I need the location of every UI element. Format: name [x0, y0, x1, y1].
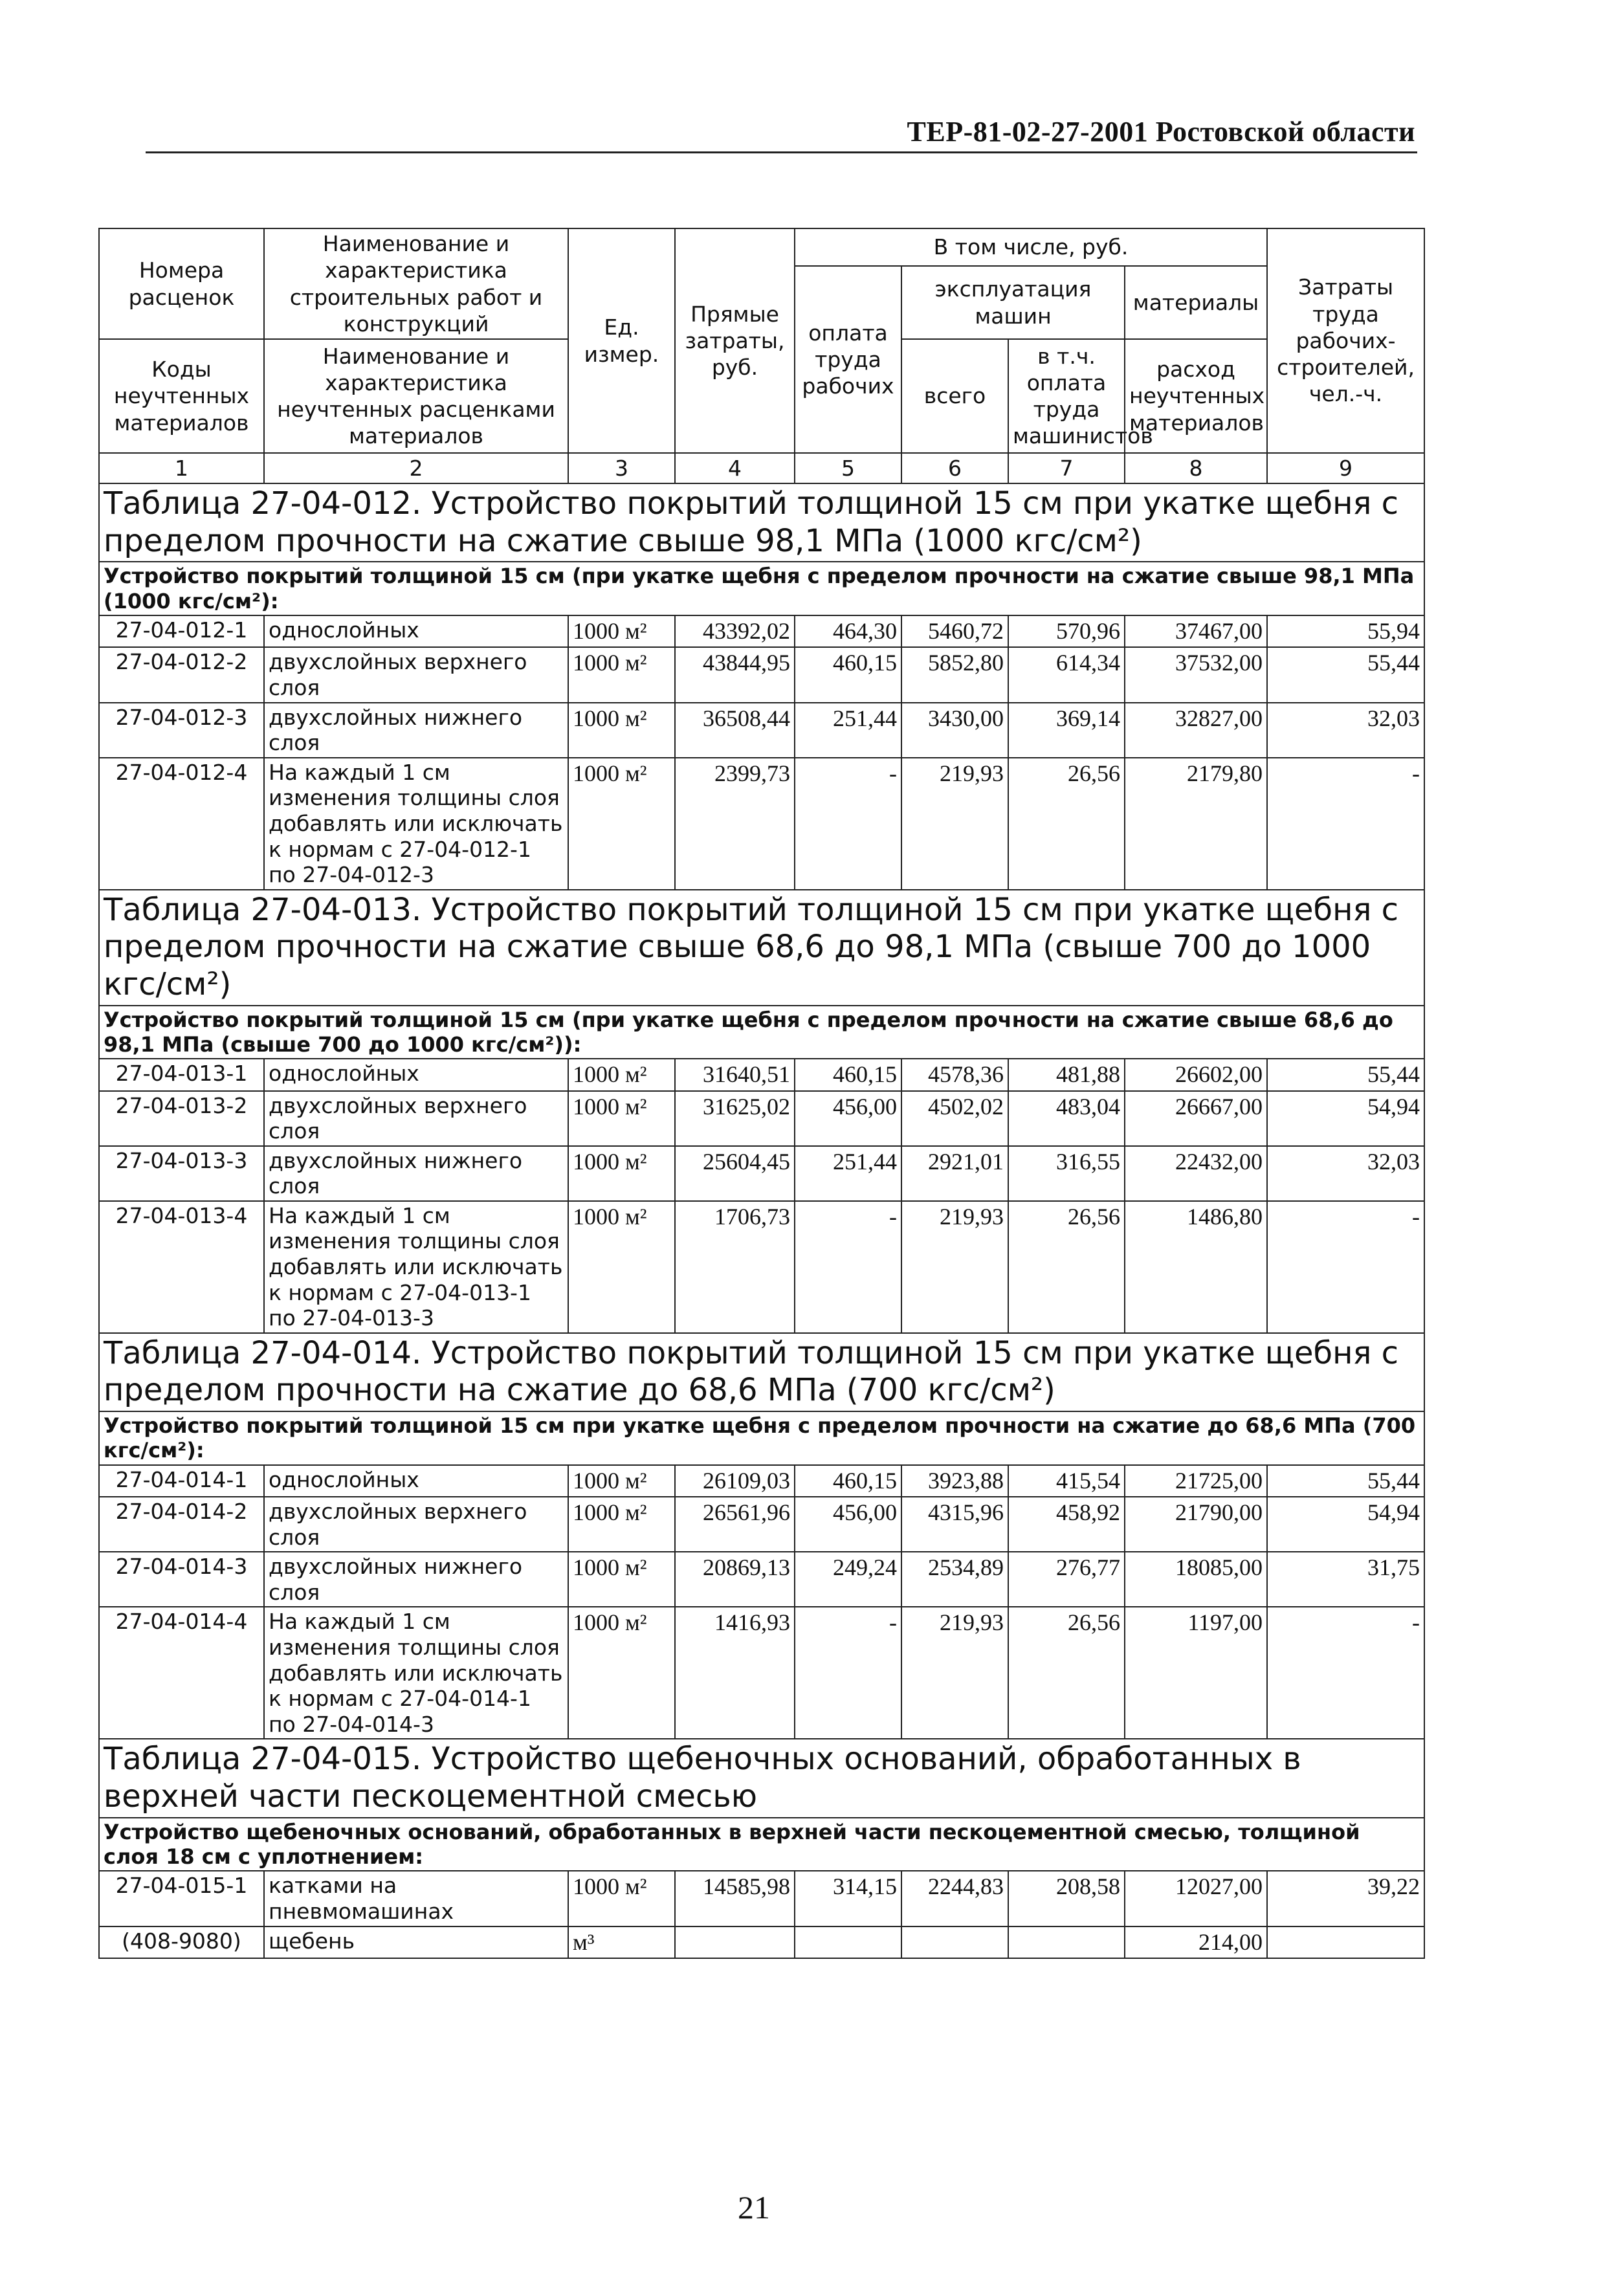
- column-number: 2: [264, 453, 568, 483]
- rate-code-cell: 27-04-013-3: [99, 1146, 264, 1201]
- materials-cost-cell: 12027,00: [1125, 1871, 1267, 1926]
- group-heading-row: [99, 1411, 1424, 1465]
- table-row: [99, 1146, 1424, 1201]
- col-header-labor-pay: оплата труда рабочих: [795, 266, 901, 453]
- materials-cost-cell: 37467,00: [1125, 615, 1267, 647]
- labor-hours-cell: -: [1267, 758, 1424, 890]
- col-header-labor: Затраты труда рабочих-строителей, чел.-ч.: [1267, 228, 1424, 453]
- labor-hours-cell: 55,44: [1267, 1465, 1424, 1497]
- direct-cost-cell: 36508,44: [675, 703, 795, 758]
- group-heading: Устройство покрытий толщиной 15 см (при укатке щебня с пределом прочности на сжатие свыше 68,6 до 98,1 МПа (свыше 700 до 1000 кгс/см²)):: [99, 1006, 1424, 1059]
- group-heading: Устройство щебеночных оснований, обработанных в верхней части пескоцементной смесью, толщиной слоя 18 см с уплотнением:: [99, 1818, 1424, 1871]
- machines-labor-cell: 369,14: [1008, 703, 1125, 758]
- work-name-cell: двухслойных нижнего слоя: [264, 1146, 568, 1201]
- materials-cost-cell: 26667,00: [1125, 1091, 1267, 1146]
- rate-code-cell: 27-04-014-2: [99, 1497, 264, 1552]
- materials-cost-cell: 2179,80: [1125, 758, 1267, 890]
- materials-cost-cell: 1486,80: [1125, 1201, 1267, 1333]
- labor-pay-cell: -: [795, 758, 901, 890]
- machines-labor-cell: 415,54: [1008, 1465, 1125, 1497]
- col-header-materials-name: Наименование и характеристика неучтенных расценками материалов: [264, 339, 568, 453]
- labor-pay-cell: 460,15: [795, 647, 901, 702]
- labor-pay-cell: 460,15: [795, 1059, 901, 1090]
- materials-cost-cell: 214,00: [1125, 1926, 1267, 1958]
- column-number: 6: [901, 453, 1008, 483]
- table-caption-text: Устройство покрытий толщиной 15 см при укатке щебня с пределом прочности на сжатие до 68,6 МПа (700 кгс/см²): [104, 1334, 1399, 1409]
- direct-cost-cell: 43844,95: [675, 647, 795, 702]
- column-number: 8: [1125, 453, 1267, 483]
- column-number: 9: [1267, 453, 1424, 483]
- machines-total-cell: 2921,01: [901, 1146, 1008, 1201]
- table-row: [99, 1201, 1424, 1333]
- rate-code-cell: 27-04-012-1: [99, 615, 264, 647]
- unit-cell: 1000 м²: [568, 1552, 675, 1607]
- document-header-title: ТЕР-81-02-27-2001 Ростовской области: [907, 116, 1415, 148]
- work-name-cell: двухслойных верхнего слоя: [264, 1497, 568, 1552]
- machines-labor-cell: 614,34: [1008, 647, 1125, 702]
- rate-code-cell: 27-04-013-4: [99, 1201, 264, 1333]
- machines-labor-cell: 316,55: [1008, 1146, 1125, 1201]
- table-row: [99, 1552, 1424, 1607]
- machines-total-cell: 2244,83: [901, 1871, 1008, 1926]
- labor-pay-cell: 456,00: [795, 1497, 901, 1552]
- machines-total-cell: 5852,80: [901, 647, 1008, 702]
- unit-cell: 1000 м²: [568, 1091, 675, 1146]
- rate-code-cell: 27-04-014-4: [99, 1607, 264, 1739]
- unit-cell: 1000 м²: [568, 1059, 675, 1090]
- rate-code-cell: (408-9080): [99, 1926, 264, 1958]
- labor-pay-cell: -: [795, 1607, 901, 1739]
- table-caption-prefix: Таблица 27-04-015.: [104, 1741, 422, 1778]
- materials-cost-cell: 37532,00: [1125, 647, 1267, 702]
- machines-labor-cell: 208,58: [1008, 1871, 1125, 1926]
- unit-cell: 1000 м²: [568, 758, 675, 890]
- labor-hours-cell: -: [1267, 1607, 1424, 1739]
- table-row: [99, 1497, 1424, 1552]
- table-row: [99, 1607, 1424, 1739]
- table-row: [99, 703, 1424, 758]
- column-number: 7: [1008, 453, 1125, 483]
- work-name-cell: щебень: [264, 1926, 568, 1958]
- labor-pay-cell: -: [795, 1201, 901, 1333]
- materials-cost-cell: 21725,00: [1125, 1465, 1267, 1497]
- column-number: 3: [568, 453, 675, 483]
- column-number: 4: [675, 453, 795, 483]
- materials-cost-cell: 22432,00: [1125, 1146, 1267, 1201]
- labor-hours-cell: 55,44: [1267, 647, 1424, 702]
- machines-total-cell: 219,93: [901, 758, 1008, 890]
- machines-total-cell: 219,93: [901, 1201, 1008, 1333]
- table-caption-row: [99, 1739, 1424, 1817]
- machines-total-cell: 4578,36: [901, 1059, 1008, 1090]
- machines-labor-cell: 570,96: [1008, 615, 1125, 647]
- labor-hours-cell: 55,44: [1267, 1059, 1424, 1090]
- unit-cell: 1000 м²: [568, 703, 675, 758]
- rate-code-cell: 27-04-014-3: [99, 1552, 264, 1607]
- materials-cost-cell: 21790,00: [1125, 1497, 1267, 1552]
- labor-pay-cell: [795, 1926, 901, 1958]
- work-name-cell: однослойных: [264, 1059, 568, 1090]
- labor-hours-cell: [1267, 1926, 1424, 1958]
- materials-cost-cell: 26602,00: [1125, 1059, 1267, 1090]
- table-caption-row: [99, 1333, 1424, 1411]
- table-caption: [99, 890, 1424, 1006]
- labor-pay-cell: 460,15: [795, 1465, 901, 1497]
- table-row: [99, 615, 1424, 647]
- table-caption-prefix: Таблица 27-04-012.: [104, 485, 422, 522]
- machines-total-cell: 4502,02: [901, 1091, 1008, 1146]
- col-header-including: В том числе, руб.: [795, 228, 1267, 266]
- work-name-cell: На каждый 1 см изменения толщины слоя добавлять или исключать к нормам с 27-04-013-1 по 27-04-013-3: [264, 1201, 568, 1333]
- col-header-materials: материалы: [1125, 266, 1267, 339]
- machines-labor-cell: 26,56: [1008, 758, 1125, 890]
- machines-labor-cell: [1008, 1926, 1125, 1958]
- direct-cost-cell: 25604,45: [675, 1146, 795, 1201]
- machines-labor-cell: 458,92: [1008, 1497, 1125, 1552]
- estimate-table: [98, 228, 1425, 1959]
- page-number: 21: [738, 2189, 770, 2225]
- col-header-codes: Коды неучтенных материалов: [99, 339, 264, 453]
- unit-cell: 1000 м²: [568, 1201, 675, 1333]
- group-heading-row: [99, 1006, 1424, 1059]
- group-heading-row: [99, 1818, 1424, 1871]
- rate-code-cell: 27-04-013-1: [99, 1059, 264, 1090]
- direct-cost-cell: 1416,93: [675, 1607, 795, 1739]
- work-name-cell: двухслойных нижнего слоя: [264, 1552, 568, 1607]
- rate-code-cell: 27-04-012-4: [99, 758, 264, 890]
- unit-cell: 1000 м²: [568, 615, 675, 647]
- work-name-cell: На каждый 1 см изменения толщины слоя добавлять или исключать к нормам с 27-04-012-1 по 27-04-012-3: [264, 758, 568, 890]
- labor-pay-cell: 314,15: [795, 1871, 901, 1926]
- col-header-materials-extra: расход неучтенных материалов: [1125, 339, 1267, 453]
- labor-hours-cell: 32,03: [1267, 703, 1424, 758]
- labor-pay-cell: 249,24: [795, 1552, 901, 1607]
- table-caption-row: [99, 483, 1424, 562]
- labor-hours-cell: 32,03: [1267, 1146, 1424, 1201]
- table-caption-text: Устройство покрытий толщиной 15 см при укатке щебня с пределом прочности на сжатие свыше 98,1 МПа (1000 кгс/см²): [104, 485, 1399, 559]
- rate-code-cell: 27-04-015-1: [99, 1871, 264, 1926]
- column-numbers-row: [99, 453, 1424, 483]
- direct-cost-cell: [675, 1926, 795, 1958]
- direct-cost-cell: 20869,13: [675, 1552, 795, 1607]
- direct-cost-cell: 1706,73: [675, 1201, 795, 1333]
- col-header-machines-incl: в т.ч. оплата труда машинистов: [1008, 339, 1125, 453]
- labor-hours-cell: 54,94: [1267, 1091, 1424, 1146]
- unit-cell: 1000 м²: [568, 1146, 675, 1201]
- table-row: [99, 647, 1424, 702]
- labor-pay-cell: 456,00: [795, 1091, 901, 1146]
- unit-cell: 1000 м²: [568, 1607, 675, 1739]
- materials-cost-cell: 1197,00: [1125, 1607, 1267, 1739]
- work-name-cell: двухслойных верхнего слоя: [264, 647, 568, 702]
- rate-code-cell: 27-04-012-3: [99, 703, 264, 758]
- table-body: [99, 483, 1424, 1958]
- group-heading: Устройство покрытий толщиной 15 см при укатке щебня с пределом прочности на сжатие до 68,6 МПа (700 кгс/см²):: [99, 1411, 1424, 1465]
- direct-cost-cell: 31625,02: [675, 1091, 795, 1146]
- table-caption-prefix: Таблица 27-04-013.: [104, 891, 422, 928]
- table-row: [99, 1926, 1424, 1958]
- labor-hours-cell: 39,22: [1267, 1871, 1424, 1926]
- machines-labor-cell: 483,04: [1008, 1091, 1125, 1146]
- labor-hours-cell: -: [1267, 1201, 1424, 1333]
- machines-total-cell: 3430,00: [901, 703, 1008, 758]
- table-row: [99, 1059, 1424, 1090]
- machines-labor-cell: 276,77: [1008, 1552, 1125, 1607]
- labor-hours-cell: 31,75: [1267, 1552, 1424, 1607]
- machines-total-cell: [901, 1926, 1008, 1958]
- unit-cell: 1000 м²: [568, 1497, 675, 1552]
- group-heading: Устройство покрытий толщиной 15 см (при укатке щебня с пределом прочности на сжатие свыше 98,1 МПа (1000 кгс/см²):: [99, 562, 1424, 615]
- table-row: [99, 758, 1424, 890]
- labor-hours-cell: 55,94: [1267, 615, 1424, 647]
- header-rule: [146, 151, 1417, 153]
- table-caption-prefix: Таблица 27-04-014.: [104, 1334, 422, 1371]
- labor-pay-cell: 251,44: [795, 703, 901, 758]
- direct-cost-cell: 26561,96: [675, 1497, 795, 1552]
- work-name-cell: двухслойных нижнего слоя: [264, 703, 568, 758]
- column-number: 5: [795, 453, 901, 483]
- labor-hours-cell: 54,94: [1267, 1497, 1424, 1552]
- labor-pay-cell: 251,44: [795, 1146, 901, 1201]
- table-caption-text: Устройство щебеночных оснований, обработанных в верхней части пескоцементной смесью: [104, 1741, 1301, 1815]
- direct-cost-cell: 43392,02: [675, 615, 795, 647]
- table-caption-row: [99, 890, 1424, 1006]
- rate-code-cell: 27-04-014-1: [99, 1465, 264, 1497]
- group-heading-row: [99, 562, 1424, 615]
- work-name-cell: двухслойных верхнего слоя: [264, 1091, 568, 1146]
- work-name-cell: однослойных: [264, 1465, 568, 1497]
- col-header-name: Наименование и характеристика строительных работ и конструкций: [264, 228, 568, 339]
- direct-cost-cell: 2399,73: [675, 758, 795, 890]
- rate-code-cell: 27-04-013-2: [99, 1091, 264, 1146]
- table-caption: [99, 1333, 1424, 1411]
- col-header-unit: Ед. измер.: [568, 228, 675, 453]
- table-row: [99, 1871, 1424, 1926]
- machines-labor-cell: 26,56: [1008, 1607, 1125, 1739]
- table-row: [99, 1091, 1424, 1146]
- table-header: [99, 228, 1424, 483]
- materials-cost-cell: 32827,00: [1125, 703, 1267, 758]
- unit-cell: 1000 м²: [568, 647, 675, 702]
- col-header-number: Номера расценок: [99, 228, 264, 339]
- work-name-cell: однослойных: [264, 615, 568, 647]
- work-name-cell: катками на пневмомашинах: [264, 1871, 568, 1926]
- machines-total-cell: 3923,88: [901, 1465, 1008, 1497]
- table-row: [99, 1465, 1424, 1497]
- table-caption: [99, 483, 1424, 562]
- col-header-direct: Прямые затраты, руб.: [675, 228, 795, 453]
- column-number: 1: [99, 453, 264, 483]
- unit-cell: м³: [568, 1926, 675, 1958]
- machines-total-cell: 4315,96: [901, 1497, 1008, 1552]
- unit-cell: 1000 м²: [568, 1871, 675, 1926]
- machines-total-cell: 219,93: [901, 1607, 1008, 1739]
- machines-total-cell: 5460,72: [901, 615, 1008, 647]
- rate-code-cell: 27-04-012-2: [99, 647, 264, 702]
- direct-cost-cell: 31640,51: [675, 1059, 795, 1090]
- labor-pay-cell: 464,30: [795, 615, 901, 647]
- table-caption-text: Устройство покрытий толщиной 15 см при укатке щебня с пределом прочности на сжатие свыше 68,6 до 98,1 МПа (свыше 700 до 1000 кгс/см²): [104, 891, 1399, 1002]
- table-caption: [99, 1739, 1424, 1817]
- direct-cost-cell: 26109,03: [675, 1465, 795, 1497]
- col-header-machines: эксплуатация машин: [901, 266, 1125, 339]
- machines-labor-cell: 481,88: [1008, 1059, 1125, 1090]
- col-header-machines-total: всего: [901, 339, 1008, 453]
- work-name-cell: На каждый 1 см изменения толщины слоя добавлять или исключать к нормам с 27-04-014-1 по 27-04-014-3: [264, 1607, 568, 1739]
- unit-cell: 1000 м²: [568, 1465, 675, 1497]
- machines-labor-cell: 26,56: [1008, 1201, 1125, 1333]
- direct-cost-cell: 14585,98: [675, 1871, 795, 1926]
- machines-total-cell: 2534,89: [901, 1552, 1008, 1607]
- materials-cost-cell: 18085,00: [1125, 1552, 1267, 1607]
